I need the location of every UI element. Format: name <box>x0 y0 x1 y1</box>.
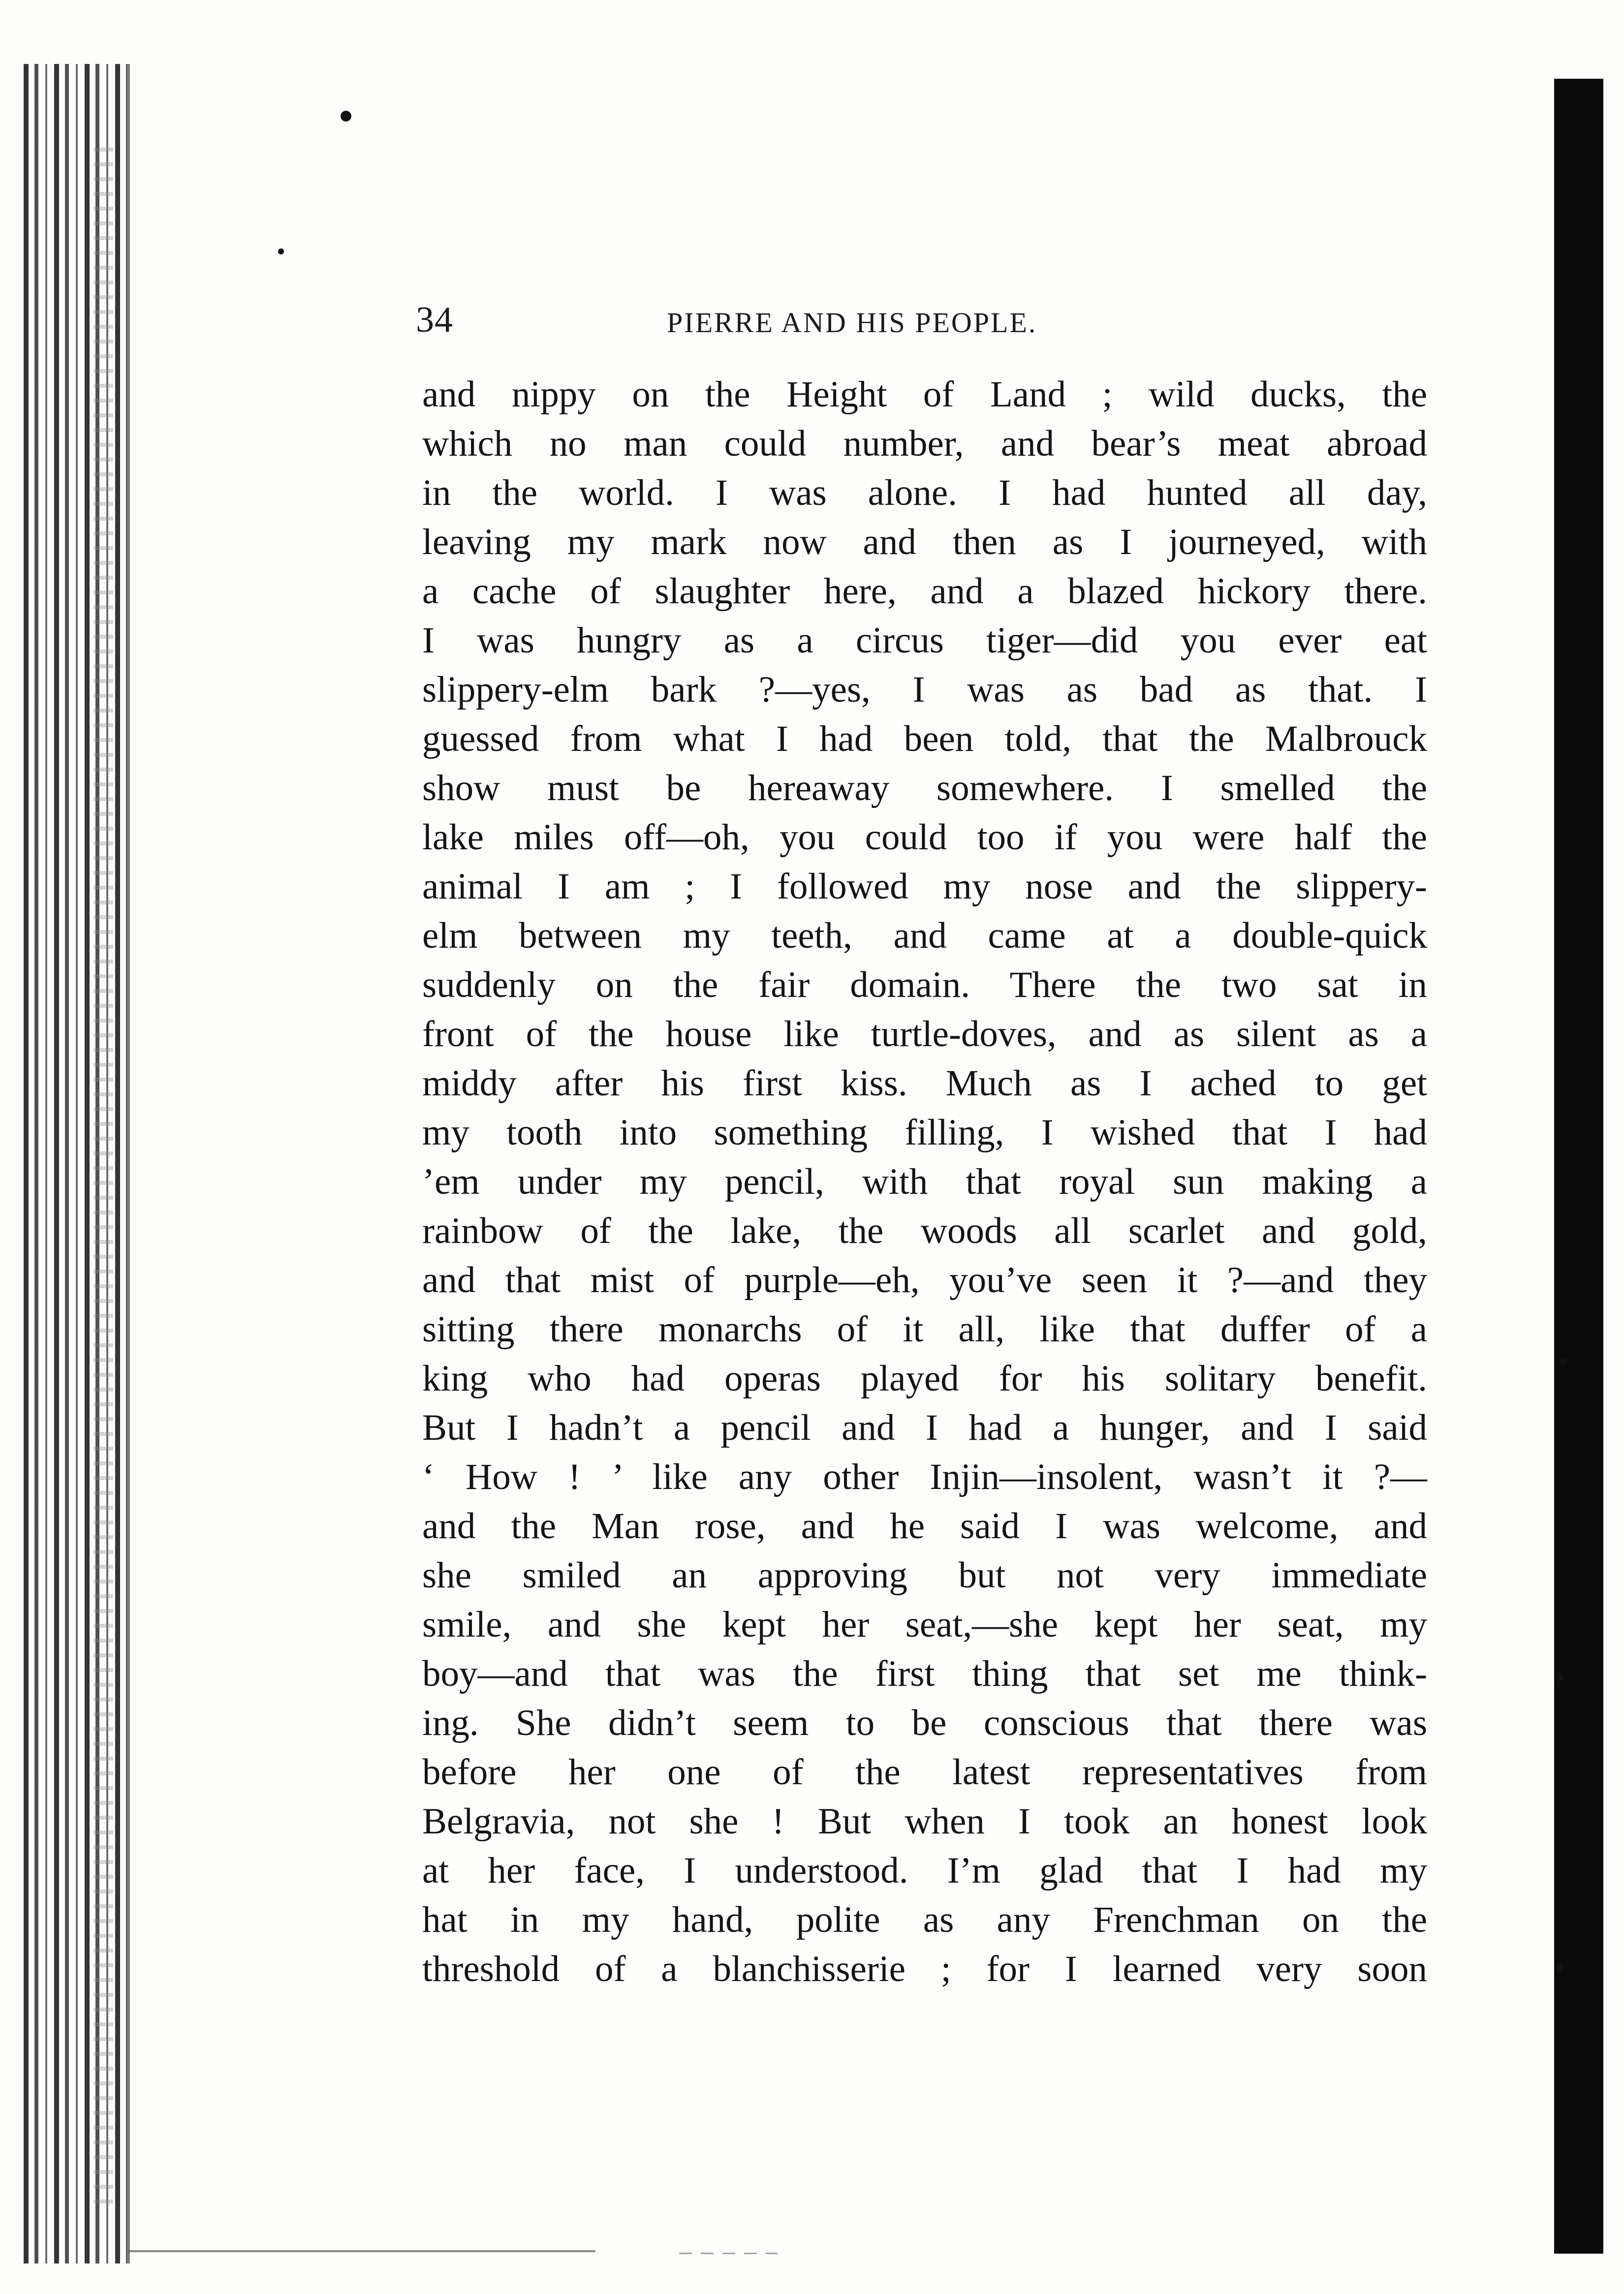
right-page-edge <box>1554 79 1603 2254</box>
text-line: and that mist of purple—eh, you’ve seen it ?—and they <box>422 1260 1427 1301</box>
text-line: slippery-elm bark ?—yes, I was as bad as that. I <box>422 669 1427 710</box>
text-line: a cache of slaughter here, and a blazed hickory there. <box>422 571 1427 612</box>
bottom-edge-rule <box>128 2250 595 2252</box>
running-head <box>416 298 1430 342</box>
text-line: Belgravia, not she ! But when I took an honest look <box>422 1801 1427 1842</box>
text-line: at her face, I understood. I’m glad that I had my <box>422 1850 1427 1891</box>
text-line: sitting there monarchs of it all, like that duffer of a <box>422 1309 1427 1350</box>
text-line: my tooth into something filling, I wished that I had <box>422 1112 1427 1153</box>
text-line: boy—and that was the first thing that set me think- <box>422 1653 1427 1694</box>
text-line: king who had operas played for his solitary benefit. <box>422 1358 1427 1399</box>
text-line: which no man could number, and bear’s meat abroad <box>422 423 1427 464</box>
text-line: leaving my mark now and then as I journeyed, with <box>422 522 1427 562</box>
scan-speck <box>1558 1673 1563 1682</box>
text-line: smile, and she kept her seat,—she kept her seat, my <box>422 1604 1427 1645</box>
text-line: before her one of the latest representatives from <box>422 1752 1427 1793</box>
text-line: ‘ How ! ’ like any other Injin—insolent, wasn’t it ?— <box>422 1457 1427 1497</box>
scan-speck <box>1560 1358 1567 1365</box>
text-line: elm between my teeth, and came at a double-quick <box>422 915 1427 956</box>
running-title: PIERRE AND HIS PEOPLE. <box>667 307 1037 339</box>
text-line: she smiled an approving but not very immediate <box>422 1555 1427 1596</box>
scan-speck <box>1558 1963 1562 1972</box>
text-line: and nippy on the Height of Land ; wild ducks, the <box>422 374 1427 415</box>
text-line: middy after his first kiss. Much as I ached to get <box>422 1063 1427 1104</box>
left-binding-rule <box>127 64 130 2263</box>
text-line: front of the house like turtle-doves, and as silent as a <box>422 1014 1427 1054</box>
left-binding-shadow <box>94 148 113 2214</box>
text-line: ing. She didn’t seem to be conscious that there was <box>422 1703 1427 1743</box>
text-line: guessed from what I had been told, that the Malbrouck <box>422 718 1427 759</box>
text-line: threshold of a blanchisserie ; for I learned very soon <box>422 1949 1427 1989</box>
text-line: suddenly on the fair domain. There the two sat in <box>422 964 1427 1005</box>
text-line: I was hungry as a circus tiger—did you ever eat <box>422 620 1427 661</box>
text-line: show must be hereaway somewhere. I smelled the <box>422 768 1427 808</box>
text-line: But I hadn’t a pencil and I had a hunger, and I said <box>422 1407 1427 1448</box>
text-line: ’em under my pencil, with that royal sun making a <box>422 1161 1427 1202</box>
text-line: rainbow of the lake, the woods all scarlet and gold, <box>422 1210 1427 1251</box>
text-line: animal I am ; I followed my nose and the slippery- <box>422 866 1427 907</box>
bottom-edge-dashes <box>679 2253 778 2254</box>
text-line: in the world. I was alone. I had hunted all day, <box>422 472 1427 513</box>
body-text <box>422 370 1427 1994</box>
text-line: and the Man rose, and he said I was welcome, and <box>422 1506 1427 1547</box>
text-line: lake miles off—oh, you could too if you were half the <box>422 817 1427 858</box>
text-line: hat in my hand, polite as any Frenchman on the <box>422 1899 1427 1940</box>
page-number: 34 <box>416 300 453 340</box>
scan-speck <box>341 111 351 122</box>
scan-speck <box>278 248 284 254</box>
